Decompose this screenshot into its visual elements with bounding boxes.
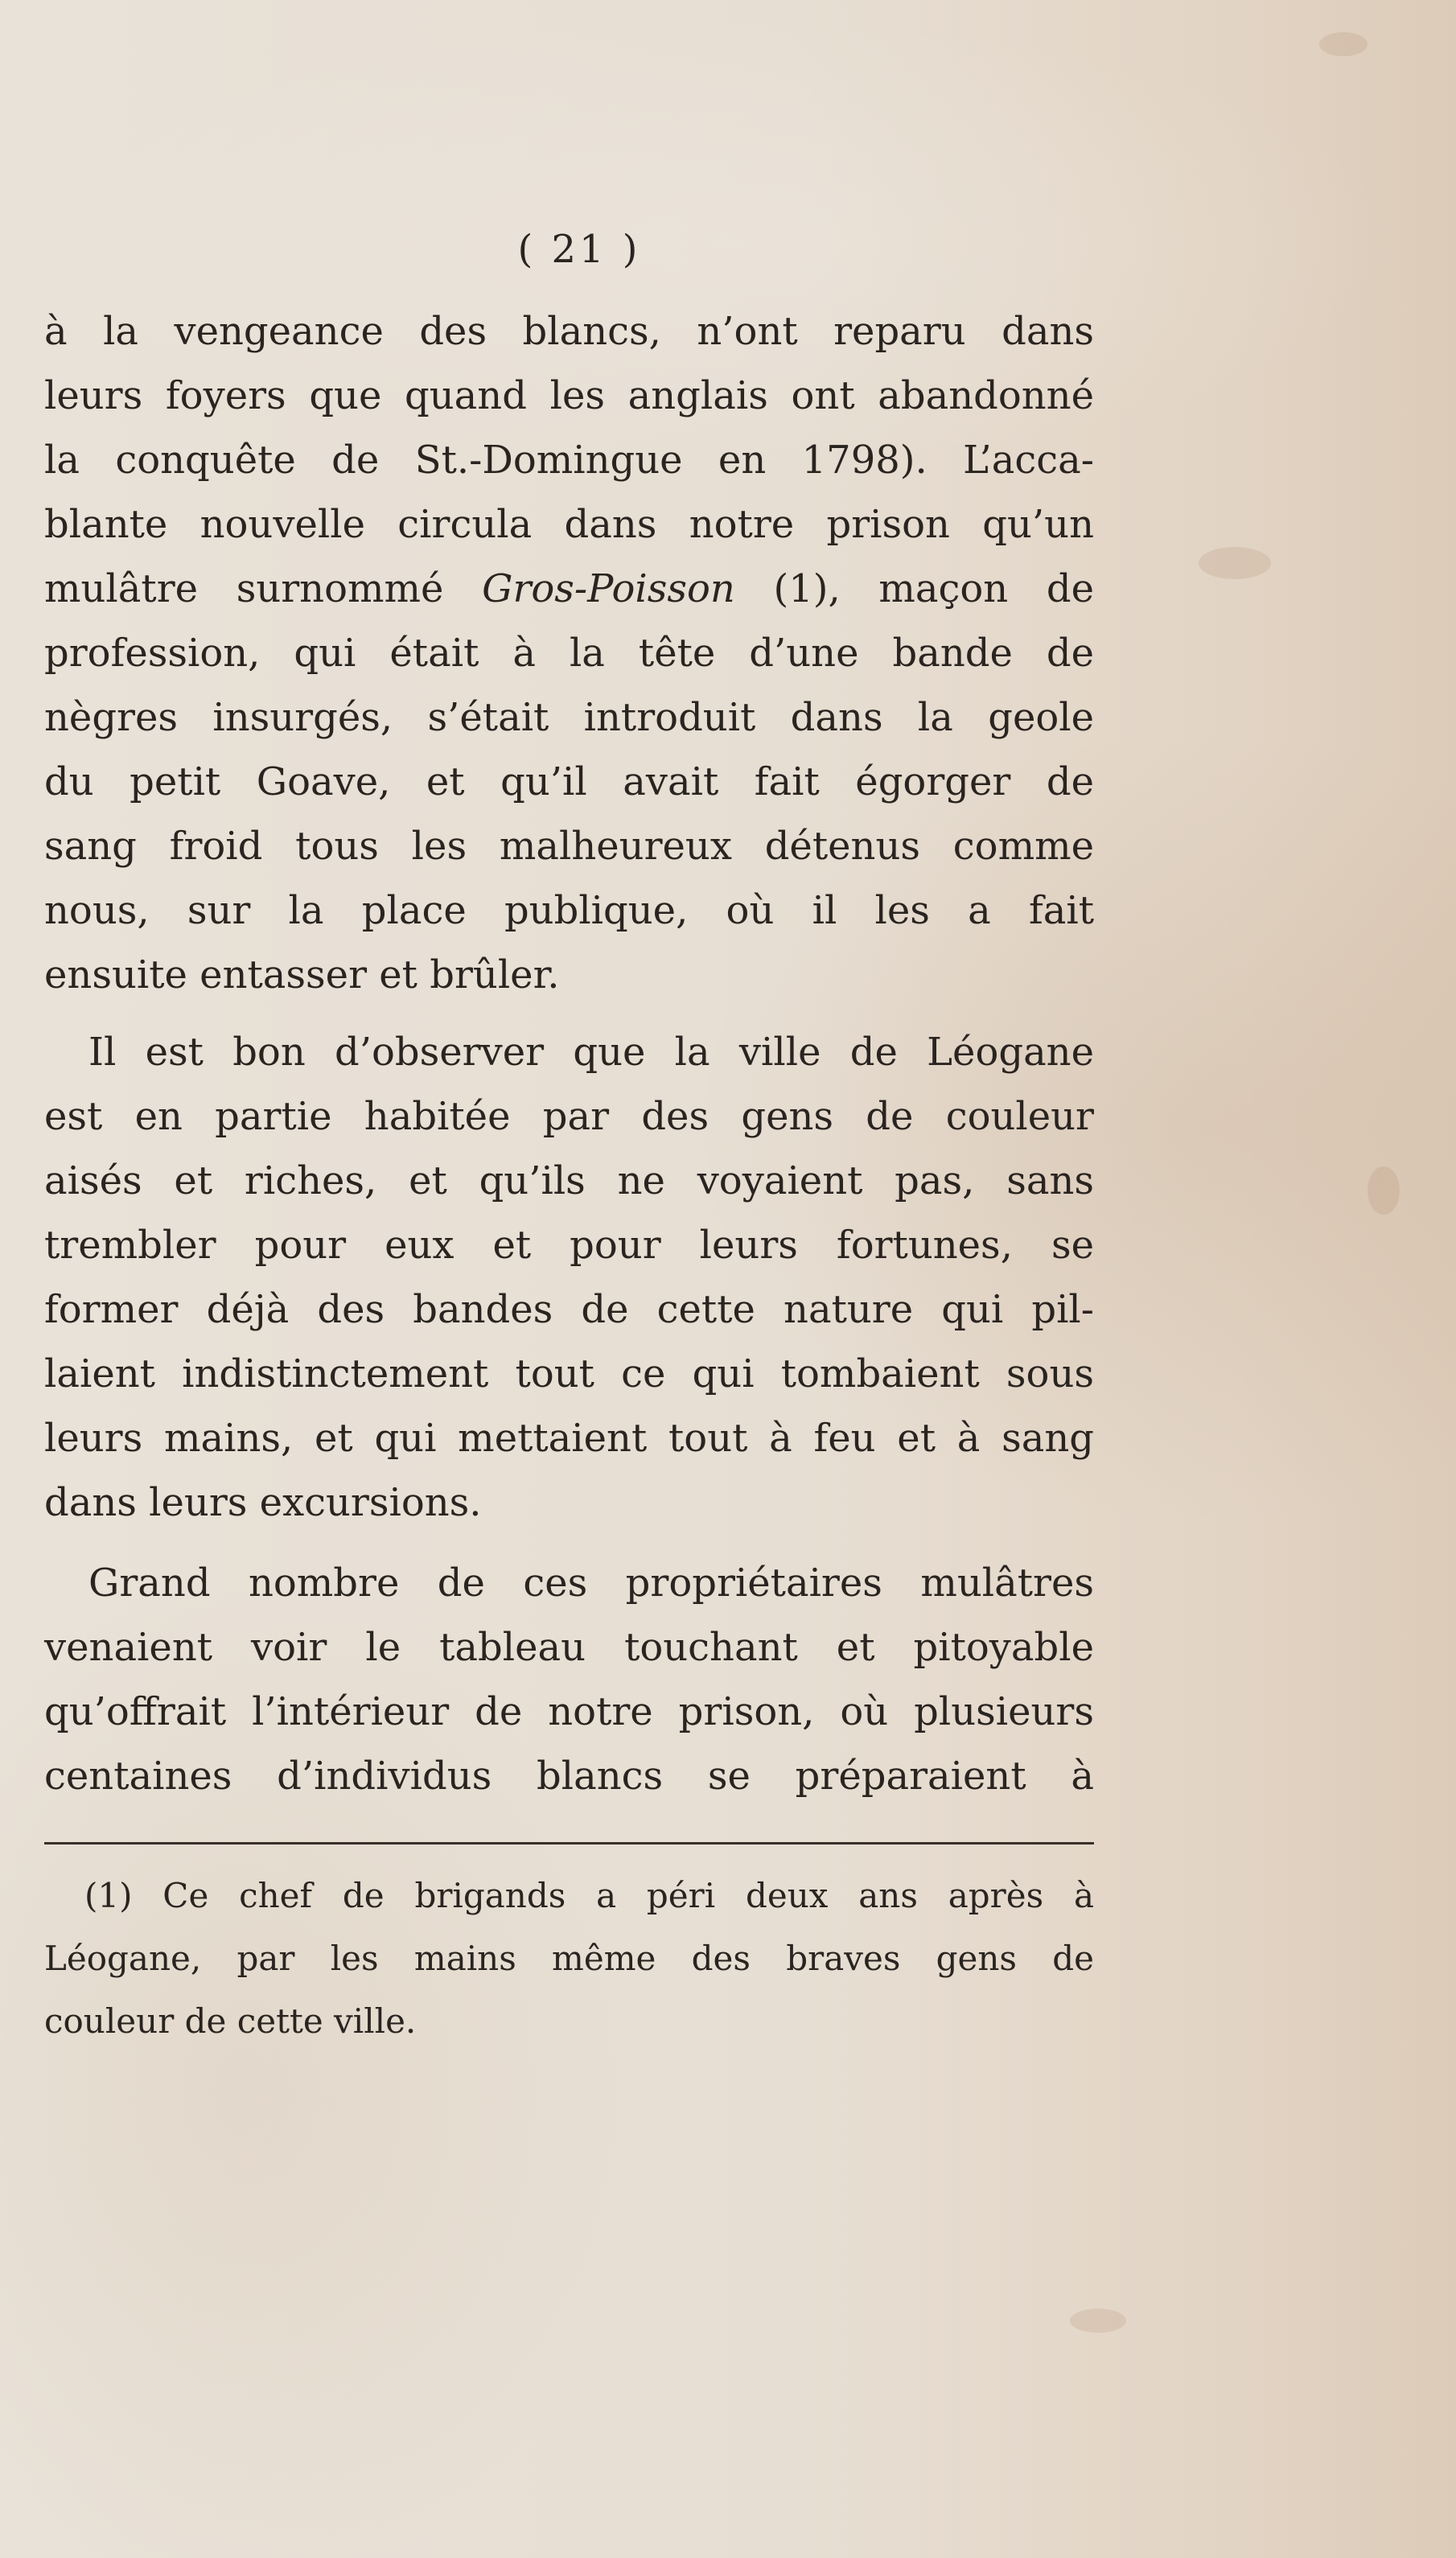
paper-stain [1319,32,1368,56]
footnote-line: couleur de cette ville. [44,2001,417,2041]
paper-stain [1070,2309,1126,2333]
text-line: profession, qui était à la tête d’une bande de [44,631,1094,676]
text-line: du petit Goave, et qu’il avait fait égorger de [44,759,1094,804]
page-number: ( 21 ) [517,227,641,272]
text-line: nous, sur la place publique, où il les a fait [44,888,1094,933]
footnote-divider [44,1842,1094,1844]
text-line: nègres insurgés, s’était introduit dans la geole [44,695,1094,740]
text-line: centaines d’individus blancs se préparaient à [44,1754,1094,1799]
paper-stain [1368,1166,1400,1215]
text-line: blante nouvelle circula dans notre prison qu’un [44,502,1094,547]
text-line: sang froid tous les malheureux détenus comme [44,824,1094,869]
paper-stain [1199,547,1271,579]
text-line: est en partie habitée par des gens de couleur [44,1094,1094,1139]
text-line: ensuite entasser et brûler. [44,952,560,997]
text-line: former déjà des bandes de cette nature qui pil- [44,1287,1094,1332]
text-line: laient indistinctement tout ce qui tombaient sous [44,1351,1094,1396]
footnote-line: Léogane, par les mains même des braves gens de [44,1939,1094,1978]
text-line: aisés et riches, et qu’ils ne voyaient pas, sans [44,1158,1094,1203]
text-line: venaient voir le tableau touchant et pitoyable [44,1625,1094,1670]
text-span: (1), maçon de [773,566,1094,611]
text-line: Il est bon d’observer que la ville de Léogane [88,1030,1094,1075]
footnote-line: (1) Ce chef de brigands a péri deux ans après à [84,1876,1094,1915]
text-line [44,557,1094,621]
text-line: à la vengeance des blancs, n’ont reparu dans [44,309,1094,354]
text-line: trembler pour eux et pour leurs fortunes, se [44,1223,1094,1268]
text-line: la conquête de St.-Domingue en 1798). L’acca- [44,438,1094,483]
text-line: dans leurs excursions. [44,1480,482,1525]
text-line: Grand nombre de ces propriétaires mulâtres [88,1561,1094,1606]
text-span: mulâtre surnommé [44,566,444,611]
text-line: leurs mains, et qui mettaient tout à feu et à sang [44,1416,1094,1461]
text-line: leurs foyers que quand les anglais ont abandonné [44,373,1094,418]
text-line: qu’offrait l’intérieur de notre prison, où plusieurs [44,1689,1094,1734]
italic-name: Gros-Poisson [482,566,735,611]
